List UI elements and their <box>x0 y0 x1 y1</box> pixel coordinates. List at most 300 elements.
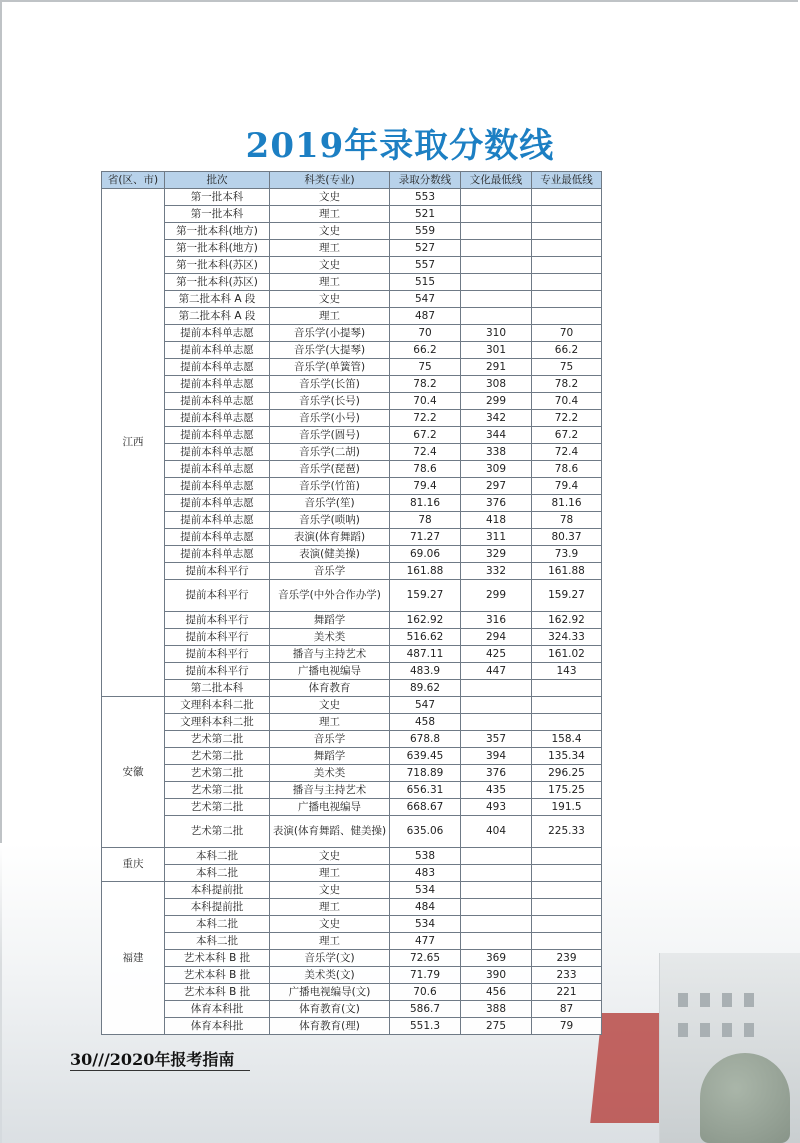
culture-min-cell: 344 <box>461 427 532 444</box>
batch-cell: 第一批本科 <box>165 206 270 223</box>
table-header-row <box>102 172 602 189</box>
admission-score-cell: 72.65 <box>390 950 461 967</box>
table-row <box>102 495 602 512</box>
major-min-cell: 143 <box>532 663 602 680</box>
admission-score-cell: 66.2 <box>390 342 461 359</box>
table-row <box>102 342 602 359</box>
admission-score-cell: 656.31 <box>390 782 461 799</box>
table-row <box>102 240 602 257</box>
batch-cell: 本科二批 <box>165 933 270 950</box>
batch-cell: 提前本科平行 <box>165 580 270 612</box>
culture-min-cell: 301 <box>461 342 532 359</box>
table-row <box>102 206 602 223</box>
batch-cell: 艺术第二批 <box>165 748 270 765</box>
culture-min-cell: 275 <box>461 1018 532 1035</box>
culture-min-cell: 425 <box>461 646 532 663</box>
batch-cell: 艺术第二批 <box>165 816 270 848</box>
batch-cell: 第一批本科(地方) <box>165 240 270 257</box>
culture-min-cell <box>461 223 532 240</box>
major-min-cell <box>532 223 602 240</box>
category-cell: 文史 <box>270 848 390 865</box>
category-cell: 音乐学(中外合作办学) <box>270 580 390 612</box>
culture-min-cell: 388 <box>461 1001 532 1018</box>
major-min-cell: 324.33 <box>532 629 602 646</box>
major-min-cell <box>532 291 602 308</box>
culture-min-cell <box>461 189 532 206</box>
table-row <box>102 799 602 816</box>
culture-min-cell <box>461 899 532 916</box>
category-cell: 音乐学(小号) <box>270 410 390 427</box>
batch-cell: 第二批本科 A 段 <box>165 308 270 325</box>
culture-min-cell: 376 <box>461 765 532 782</box>
admission-score-cell: 668.67 <box>390 799 461 816</box>
batch-cell: 提前本科单志愿 <box>165 495 270 512</box>
category-cell: 音乐学 <box>270 563 390 580</box>
major-min-cell: 239 <box>532 950 602 967</box>
admission-score-cell: 89.62 <box>390 680 461 697</box>
admission-score-cell: 521 <box>390 206 461 223</box>
batch-cell: 提前本科单志愿 <box>165 393 270 410</box>
major-min-cell: 73.9 <box>532 546 602 563</box>
major-min-cell <box>532 865 602 882</box>
admission-score-cell: 639.45 <box>390 748 461 765</box>
category-cell: 表演(健美操) <box>270 546 390 563</box>
header-culture-min: 文化最低线 <box>461 172 532 189</box>
batch-cell: 提前本科平行 <box>165 563 270 580</box>
batch-cell: 提前本科平行 <box>165 629 270 646</box>
batch-cell: 提前本科平行 <box>165 646 270 663</box>
table-row <box>102 748 602 765</box>
major-min-cell: 75 <box>532 359 602 376</box>
major-min-cell: 78.2 <box>532 376 602 393</box>
table-row <box>102 782 602 799</box>
culture-min-cell: 418 <box>461 512 532 529</box>
culture-min-cell: 390 <box>461 967 532 984</box>
major-min-cell <box>532 899 602 916</box>
admission-score-cell: 534 <box>390 916 461 933</box>
batch-cell: 提前本科单志愿 <box>165 478 270 495</box>
major-min-cell <box>532 257 602 274</box>
batch-cell: 艺术第二批 <box>165 799 270 816</box>
culture-min-cell: 435 <box>461 782 532 799</box>
admission-score-cell: 515 <box>390 274 461 291</box>
major-min-cell: 225.33 <box>532 816 602 848</box>
admission-score-cell: 551.3 <box>390 1018 461 1035</box>
culture-min-cell <box>461 257 532 274</box>
batch-cell: 提前本科单志愿 <box>165 461 270 478</box>
major-min-cell: 161.88 <box>532 563 602 580</box>
table-row <box>102 393 602 410</box>
admission-score-cell: 79.4 <box>390 478 461 495</box>
admission-score-table <box>101 171 602 1035</box>
table-row <box>102 916 602 933</box>
admission-score-cell: 483 <box>390 865 461 882</box>
admission-score-cell: 557 <box>390 257 461 274</box>
culture-min-cell: 338 <box>461 444 532 461</box>
culture-min-cell <box>461 714 532 731</box>
table-row <box>102 512 602 529</box>
tree-image <box>700 1053 790 1143</box>
category-cell: 音乐学(小提琴) <box>270 325 390 342</box>
batch-cell: 本科提前批 <box>165 899 270 916</box>
admission-score-cell: 161.88 <box>390 563 461 580</box>
batch-cell: 艺术本科 B 批 <box>165 950 270 967</box>
batch-cell: 本科二批 <box>165 916 270 933</box>
category-cell: 体育教育 <box>270 680 390 697</box>
admission-score-cell: 527 <box>390 240 461 257</box>
table-row <box>102 1018 602 1035</box>
major-min-cell: 161.02 <box>532 646 602 663</box>
culture-min-cell: 369 <box>461 950 532 967</box>
category-cell: 理工 <box>270 274 390 291</box>
admission-score-cell: 718.89 <box>390 765 461 782</box>
header-province: 省(区、市) <box>102 172 165 189</box>
category-cell: 理工 <box>270 714 390 731</box>
culture-min-cell: 342 <box>461 410 532 427</box>
major-min-cell: 79.4 <box>532 478 602 495</box>
batch-cell: 提前本科单志愿 <box>165 427 270 444</box>
culture-min-cell: 316 <box>461 612 532 629</box>
category-cell: 播音与主持艺术 <box>270 646 390 663</box>
major-min-cell: 221 <box>532 984 602 1001</box>
province-cell: 安徽 <box>102 697 165 848</box>
major-min-cell: 70.4 <box>532 393 602 410</box>
major-min-cell <box>532 189 602 206</box>
table-row <box>102 1001 602 1018</box>
major-min-cell: 72.4 <box>532 444 602 461</box>
table-row <box>102 984 602 1001</box>
major-min-cell: 80.37 <box>532 529 602 546</box>
table-row <box>102 663 602 680</box>
admission-score-cell: 75 <box>390 359 461 376</box>
batch-cell: 提前本科平行 <box>165 663 270 680</box>
page-title: 2019年录取分数线 <box>245 126 555 166</box>
admission-score-cell: 81.16 <box>390 495 461 512</box>
admission-score-cell: 67.2 <box>390 427 461 444</box>
table-row <box>102 680 602 697</box>
table-row <box>102 580 602 612</box>
province-cell: 重庆 <box>102 848 165 882</box>
admission-score-cell: 72.2 <box>390 410 461 427</box>
category-cell: 美术类 <box>270 629 390 646</box>
admission-score-cell: 483.9 <box>390 663 461 680</box>
table-row <box>102 612 602 629</box>
culture-min-cell: 297 <box>461 478 532 495</box>
batch-cell: 体育本科批 <box>165 1001 270 1018</box>
culture-min-cell: 311 <box>461 529 532 546</box>
batch-cell: 提前本科平行 <box>165 612 270 629</box>
culture-min-cell: 308 <box>461 376 532 393</box>
batch-cell: 本科二批 <box>165 865 270 882</box>
culture-min-cell <box>461 697 532 714</box>
category-cell: 音乐学(大提琴) <box>270 342 390 359</box>
table-row <box>102 427 602 444</box>
category-cell: 音乐学 <box>270 731 390 748</box>
major-min-cell: 233 <box>532 967 602 984</box>
category-cell: 文史 <box>270 189 390 206</box>
category-cell: 文史 <box>270 223 390 240</box>
category-cell: 音乐学(长号) <box>270 393 390 410</box>
culture-min-cell: 376 <box>461 495 532 512</box>
batch-cell: 提前本科单志愿 <box>165 546 270 563</box>
table-row <box>102 308 602 325</box>
admission-score-cell: 487 <box>390 308 461 325</box>
category-cell: 舞蹈学 <box>270 748 390 765</box>
admission-score-cell: 78.6 <box>390 461 461 478</box>
category-cell: 音乐学(唢呐) <box>270 512 390 529</box>
batch-cell: 艺术本科 B 批 <box>165 967 270 984</box>
page-number: 30 <box>70 1050 93 1069</box>
table-row <box>102 274 602 291</box>
culture-min-cell: 332 <box>461 563 532 580</box>
category-cell: 理工 <box>270 933 390 950</box>
admission-score-cell: 70.6 <box>390 984 461 1001</box>
culture-min-cell <box>461 206 532 223</box>
culture-min-cell: 310 <box>461 325 532 342</box>
table-body <box>102 189 602 1035</box>
admission-score-cell: 487.11 <box>390 646 461 663</box>
header-batch: 批次 <box>165 172 270 189</box>
category-cell: 音乐学(竹笛) <box>270 478 390 495</box>
category-cell: 理工 <box>270 206 390 223</box>
table-row <box>102 529 602 546</box>
category-cell: 美术类(文) <box>270 967 390 984</box>
culture-min-cell <box>461 865 532 882</box>
admission-score-cell: 70 <box>390 325 461 342</box>
batch-cell: 提前本科单志愿 <box>165 359 270 376</box>
category-cell: 理工 <box>270 308 390 325</box>
batch-cell: 文理科本科二批 <box>165 714 270 731</box>
culture-min-cell <box>461 291 532 308</box>
footer-underline <box>70 1070 250 1071</box>
culture-min-cell: 404 <box>461 816 532 848</box>
table-row <box>102 882 602 899</box>
major-min-cell <box>532 308 602 325</box>
major-min-cell: 175.25 <box>532 782 602 799</box>
table-row <box>102 816 602 848</box>
category-cell: 音乐学(文) <box>270 950 390 967</box>
category-cell: 文史 <box>270 291 390 308</box>
table-row <box>102 291 602 308</box>
batch-cell: 艺术第二批 <box>165 782 270 799</box>
category-cell: 体育教育(文) <box>270 1001 390 1018</box>
admission-score-cell: 71.79 <box>390 967 461 984</box>
culture-min-cell: 394 <box>461 748 532 765</box>
major-min-cell <box>532 882 602 899</box>
category-cell: 理工 <box>270 865 390 882</box>
table-row <box>102 189 602 206</box>
major-min-cell: 158.4 <box>532 731 602 748</box>
table-row <box>102 223 602 240</box>
culture-min-cell: 493 <box>461 799 532 816</box>
admission-score-cell: 547 <box>390 697 461 714</box>
category-cell: 音乐学(琵琶) <box>270 461 390 478</box>
batch-cell: 第一批本科(苏区) <box>165 257 270 274</box>
table-row <box>102 410 602 427</box>
admission-score-cell: 678.8 <box>390 731 461 748</box>
admission-score-cell: 162.92 <box>390 612 461 629</box>
category-cell: 理工 <box>270 240 390 257</box>
table-row <box>102 848 602 865</box>
batch-cell: 提前本科单志愿 <box>165 410 270 427</box>
culture-min-cell <box>461 916 532 933</box>
admission-score-cell: 458 <box>390 714 461 731</box>
category-cell: 文史 <box>270 697 390 714</box>
batch-cell: 提前本科单志愿 <box>165 376 270 393</box>
culture-min-cell: 309 <box>461 461 532 478</box>
table-row <box>102 714 602 731</box>
admission-score-cell: 78 <box>390 512 461 529</box>
admission-score-cell: 71.27 <box>390 529 461 546</box>
table-row <box>102 765 602 782</box>
major-min-cell: 66.2 <box>532 342 602 359</box>
table-row <box>102 865 602 882</box>
major-min-cell <box>532 933 602 950</box>
batch-cell: 本科二批 <box>165 848 270 865</box>
culture-min-cell <box>461 308 532 325</box>
table-row <box>102 629 602 646</box>
culture-min-cell <box>461 680 532 697</box>
batch-cell: 第一批本科(地方) <box>165 223 270 240</box>
batch-cell: 提前本科单志愿 <box>165 444 270 461</box>
category-cell: 舞蹈学 <box>270 612 390 629</box>
admission-score-cell: 516.62 <box>390 629 461 646</box>
table-row <box>102 899 602 916</box>
batch-cell: 第二批本科 <box>165 680 270 697</box>
category-cell: 文史 <box>270 882 390 899</box>
province-cell: 福建 <box>102 882 165 1035</box>
admission-score-cell: 477 <box>390 933 461 950</box>
table-row <box>102 461 602 478</box>
category-cell: 美术类 <box>270 765 390 782</box>
table-row <box>102 376 602 393</box>
table-row <box>102 697 602 714</box>
admission-score-cell: 553 <box>390 189 461 206</box>
table-row <box>102 478 602 495</box>
major-min-cell <box>532 680 602 697</box>
admission-score-cell: 586.7 <box>390 1001 461 1018</box>
table-row <box>102 444 602 461</box>
major-min-cell <box>532 916 602 933</box>
header-admission-score: 录取分数线 <box>390 172 461 189</box>
culture-min-cell <box>461 882 532 899</box>
batch-cell: 提前本科单志愿 <box>165 325 270 342</box>
admission-score-cell: 78.2 <box>390 376 461 393</box>
major-min-cell <box>532 240 602 257</box>
batch-cell: 文理科本科二批 <box>165 697 270 714</box>
category-cell: 文史 <box>270 257 390 274</box>
major-min-cell <box>532 714 602 731</box>
table-row <box>102 933 602 950</box>
table-row <box>102 967 602 984</box>
culture-min-cell <box>461 240 532 257</box>
culture-min-cell: 294 <box>461 629 532 646</box>
table-row <box>102 950 602 967</box>
culture-min-cell: 291 <box>461 359 532 376</box>
major-min-cell <box>532 274 602 291</box>
batch-cell: 艺术本科 B 批 <box>165 984 270 1001</box>
category-cell: 广播电视编导 <box>270 799 390 816</box>
batch-cell: 本科提前批 <box>165 882 270 899</box>
admission-score-cell: 534 <box>390 882 461 899</box>
footer <box>70 1047 234 1070</box>
major-min-cell <box>532 697 602 714</box>
major-min-cell: 78.6 <box>532 461 602 478</box>
major-min-cell <box>532 206 602 223</box>
admission-score-cell: 635.06 <box>390 816 461 848</box>
batch-cell: 第一批本科(苏区) <box>165 274 270 291</box>
batch-cell: 第一批本科 <box>165 189 270 206</box>
major-min-cell: 159.27 <box>532 580 602 612</box>
table-row <box>102 731 602 748</box>
major-min-cell <box>532 848 602 865</box>
major-min-cell: 79 <box>532 1018 602 1035</box>
admission-score-cell: 547 <box>390 291 461 308</box>
table-row <box>102 546 602 563</box>
admission-score-cell: 70.4 <box>390 393 461 410</box>
batch-cell: 体育本科批 <box>165 1018 270 1035</box>
table-row <box>102 257 602 274</box>
header-major-min: 专业最低线 <box>532 172 602 189</box>
culture-min-cell <box>461 848 532 865</box>
category-cell: 表演(体育舞蹈、健美操) <box>270 816 390 848</box>
table-row <box>102 325 602 342</box>
major-min-cell: 70 <box>532 325 602 342</box>
category-cell: 播音与主持艺术 <box>270 782 390 799</box>
header-category: 科类(专业) <box>270 172 390 189</box>
category-cell: 广播电视编导(文) <box>270 984 390 1001</box>
category-cell: 文史 <box>270 916 390 933</box>
culture-min-cell <box>461 933 532 950</box>
batch-cell: 第二批本科 A 段 <box>165 291 270 308</box>
category-cell: 广播电视编导 <box>270 663 390 680</box>
admission-score-cell: 538 <box>390 848 461 865</box>
admission-score-cell: 159.27 <box>390 580 461 612</box>
category-cell: 理工 <box>270 899 390 916</box>
culture-min-cell: 447 <box>461 663 532 680</box>
batch-cell: 提前本科单志愿 <box>165 529 270 546</box>
category-cell: 音乐学(笙) <box>270 495 390 512</box>
culture-min-cell: 329 <box>461 546 532 563</box>
category-cell: 体育教育(理) <box>270 1018 390 1035</box>
province-cell: 江西 <box>102 189 165 697</box>
category-cell: 音乐学(圆号) <box>270 427 390 444</box>
category-cell: 音乐学(二胡) <box>270 444 390 461</box>
culture-min-cell: 299 <box>461 580 532 612</box>
major-min-cell: 162.92 <box>532 612 602 629</box>
footer-separator: /// <box>92 1050 110 1069</box>
major-min-cell: 296.25 <box>532 765 602 782</box>
batch-cell: 提前本科单志愿 <box>165 512 270 529</box>
culture-min-cell: 357 <box>461 731 532 748</box>
admission-score-cell: 484 <box>390 899 461 916</box>
category-cell: 表演(体育舞蹈) <box>270 529 390 546</box>
table-row <box>102 646 602 663</box>
category-cell: 音乐学(单簧管) <box>270 359 390 376</box>
major-min-cell: 81.16 <box>532 495 602 512</box>
category-cell: 音乐学(长笛) <box>270 376 390 393</box>
major-min-cell: 72.2 <box>532 410 602 427</box>
culture-min-cell: 456 <box>461 984 532 1001</box>
admission-score-cell: 559 <box>390 223 461 240</box>
major-min-cell: 78 <box>532 512 602 529</box>
admission-score-cell: 72.4 <box>390 444 461 461</box>
table-row <box>102 563 602 580</box>
major-min-cell: 191.5 <box>532 799 602 816</box>
batch-cell: 艺术第二批 <box>165 765 270 782</box>
culture-min-cell: 299 <box>461 393 532 410</box>
batch-cell: 提前本科单志愿 <box>165 342 270 359</box>
